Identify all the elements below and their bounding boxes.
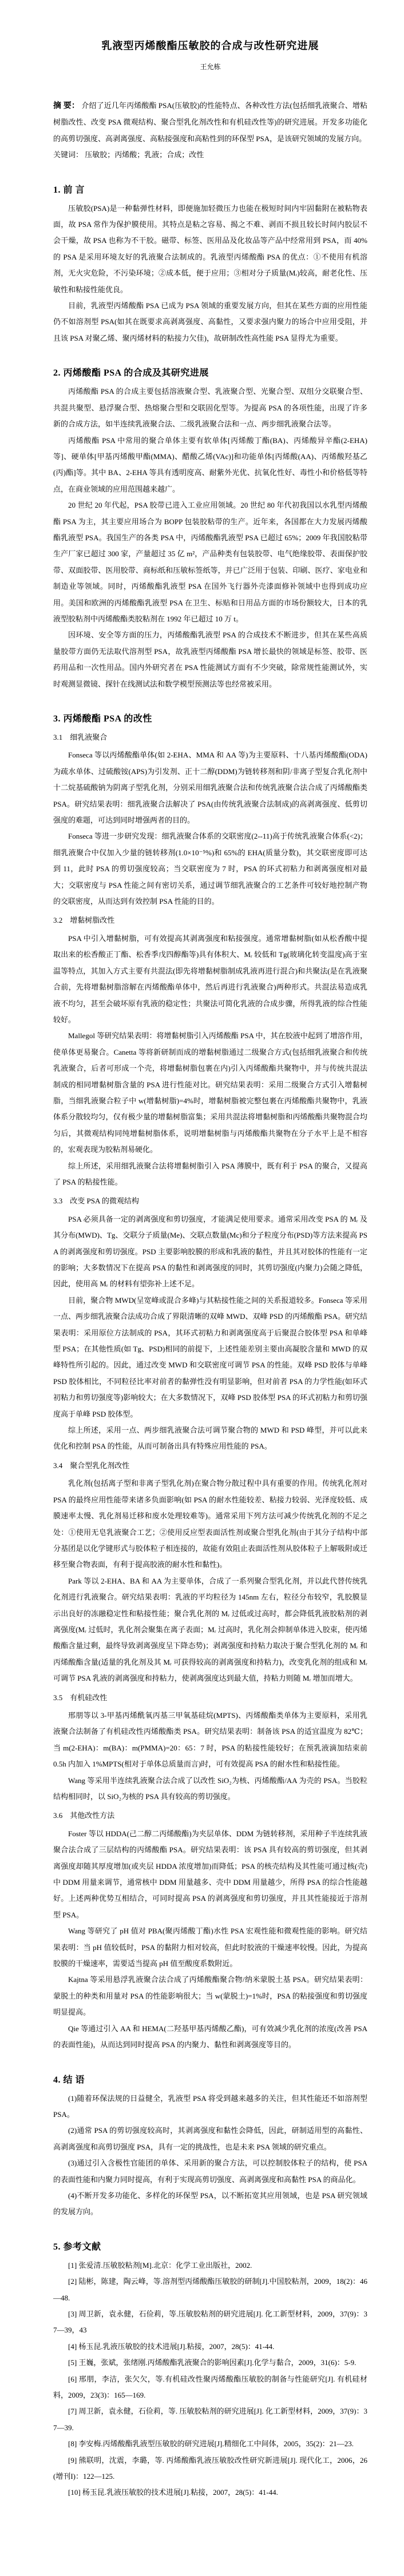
section-heading-conclusion: 4. 结 语 xyxy=(53,2075,85,2085)
subsection-heading-tackifier: 3.2 增黏树脂改性 xyxy=(53,916,115,925)
paragraph: PSA 中引入增黏树脂，可有效提高其剥离强度和粘接强度。通常增黏树脂(如从松香酸中提取出来的松香酸正丁酯、松香季戊四醇酯等)具有体积大、Mᵣ 较低和 Tg(玻璃化转变温度)高于室温等特点，其加入方式主要有共混法(即先将增黏树脂制成乳液再进行混合)和共聚法(是在乳液聚合前，先将增黏树脂溶解在丙烯酸酯单体中，然后再进行乳液聚合)两种形式。共混法易造成乳液不均匀，甚至会破坏原有乳液的稳定性；共聚法可简化乳液的合成步骤，所得乳液的综合性能较好。 xyxy=(53,934,367,1024)
paragraph: 目前，聚合物 MWD(呈宽峰或混合多峰)与其粘接性能之间的关系报道较多。Fonseca 等采用一点、两步细乳液聚合法成功合成了界限清晰的双峰 MWD、双峰 PSD 的丙烯酸酯 PSA。研究结果表明：采用原位方法制成的 PSA，其环式初粘力和剥离强度高于后聚混合胶体型 PSA 和单峰型 PSA；在其他性质(如 Tg、PSD)相同的前提下，上述性能差别主要由高凝胶含量和 MWD 的双峰特性所引起的。因此，通过改变 MWD 和交联密度可调节 PSA 的性能。双峰 PSD 胶体与单峰 PSD 胶体相比，不同粒径比率对前者的黏弹性没有明显影响，但对前者 PSA 的力学性能(如环式初粘力和剪切强度等)影响较大；在大多数情况下，双峰 PSD 胶体型 PSA 的环式初粘力和剪切强度高于单峰 PSD 胶体型。 xyxy=(53,1295,367,1418)
paragraph: 综上所述，采用一点、两步细乳液聚合法可调节聚合物的 MWD 和 PSD 峰型，并可以此来优化和控制 PSA 的性能，从而可制备出具有特殊应用性能的 PSA。 xyxy=(53,1426,367,1451)
keywords xyxy=(53,147,367,163)
paragraph: 综上所述，采用细乳液聚合法将增黏树脂引入 PSA 薄膜中，既有利于 PSA 的聚合，又提高了 PSA 的粘接性能。 xyxy=(53,1161,367,1186)
reference-item: [8] 李安梅.丙烯酸酯乳液型压敏胶的研究进展[J].精细化工中间体，2005，35(2)：21—23. xyxy=(68,2439,354,2449)
paragraph: 压敏胶(PSA)是一种黏弹性材料，即便施加轻微压力也能在极短时间内牢固黏附在被粘物表面，故 PSA 常作为保护膜使用。其特点是粘之容易、揭之不难、剥而不损且较长时间内胶层不会干燥，故 PSA 也称为不干胶。磁带、标签、医用品及化妆品等产品中经常用到 PSA，而 40%的 PSA 是采用环境友好的乳液聚合法制成的。乳液型丙烯酸酯 PSA 的优点：①不使用有机溶剂，无火灾危险，不污染环境；②成本低，便于应用；③相对分子质量(Mᵣ)较高，耐老化性、压敏性和粘接性能优良。 xyxy=(53,204,367,294)
paragraph: (1)随着环保法规的日益健全，乳液型 PSA 将受到越来越多的关注，但其性能还不如溶剂型 PSA。 xyxy=(53,2094,367,2119)
paragraph: 丙烯酸酯 PSA 中常用的聚合单体主要有软单体[丙烯酸丁酯(BA)、丙烯酸异辛酯(2-EHA)等]、硬单体[甲基丙烯酸甲酯(MMA)、醋酸乙烯(VAc)]和功能单体[丙烯酸(AA)、丙烯酸羟基乙(丙)酯]等。其中 BA、2-EHA 等具有透明度高、耐紫外光优、抗氧化性好、毒性小和价格低等特点，在商业领域的应用范围越来越广。 xyxy=(53,436,367,493)
section-heading-references: 5. 参考文献 xyxy=(53,2242,101,2252)
keywords-label: 关键词： xyxy=(53,150,84,159)
subsection-heading-microstructure: 3.3 改变 PSA 的微观结构 xyxy=(53,1197,139,1206)
reference-item: [9] 熊联明，沈震，李璐，等. 丙烯酸酯乳液压敏胶改性研究新进展[J]. 现代化工，2006，26(增刊I)：122—125. xyxy=(53,2455,367,2481)
subsection-heading-miniemulsion: 3.1 细乳液聚合 xyxy=(53,733,108,741)
paragraph: Mallegol 等研究结果表明：将增黏树脂引入丙烯酸酯 PSA 中，其在胶液中起到了增溶作用，使单体更易聚合。Canetta 等将新研制而成的增黏树脂通过二级聚合方式(包括细乳液聚合和传统乳液聚合，后者可形成一个壳，将增黏树脂包裹在内)引入丙烯酸酯共聚物中，并与传统共混法制成的相同增黏树脂含量的 PSA 进行性能对比。研究结果表明：采用二级聚合方式引入增黏树脂，当细乳液聚合粒子中 w(增黏树脂)=4%时，增黏树脂被完整包裹在丙烯酸酯共聚物中，乳液体系分散较均匀，仅有极少量的增黏树脂富集；采用共混法将增黏树脂和丙烯酸酯共聚物混合均匀后，其微观结构同纯增黏树脂体系，说明增黏树脂与丙烯酸酯共聚物在分子水平上是不相容的，宏观表现为胶粘剂易硬化。 xyxy=(53,1031,367,1154)
reference-item: [2] 陆彬，陈建，陶云峰，等.溶剂型丙烯酸酯压敏胶的研制[J].中国胶粘剂，2009，18(2)：46—48. xyxy=(53,2277,367,2302)
reference-item: [5] 王巍，张斌，张绪刚.丙烯酸酯乳液聚合的影响因素[J].化学与黏合，2009，31(6)：5-9. xyxy=(68,2358,357,2367)
subsection-heading-polymeric-emulsifier: 3.4 聚合型乳化剂改性 xyxy=(53,1461,130,1470)
reference-item: [3] 周卫新，袁永健，石俭莉，等.压敏胶粘剂的研究进展[J]. 化工新型材料，2009，37(9)：37—39，43 xyxy=(53,2309,367,2335)
subsection-heading-silicone: 3.5 有机硅改性 xyxy=(53,1693,108,1702)
section-heading-modification: 3. 丙烯酸酯 PSA 的改性 xyxy=(53,714,152,724)
section-heading-introduction: 1. 前 言 xyxy=(53,185,85,195)
paragraph: PSA 必须具备一定的剥离强度和剪切强度，才能满足使用要求。通常采用改变 PSA 的 Mᵣ 及其分布(MWD)、Tg、交联分子质量(Me)、交联点数量(Mc)和分子粒度分布(PSD)等方法来提高 PSA 的剥离强度和剪切强度。PSD 主要影响胶膜的形成和乳液的黏性，并且其对胶体的性能有一定的影响；大多数情况下在提高 PSA 的黏性和剥离强度的同时，其剪切强度(内聚力)会随之降低，因此，使用高 Mᵣ 的材料有望弥补上述不足。 xyxy=(53,1214,367,1289)
paragraph: Foster 等以 HDDA(己二醇二丙烯酸酯)为夹层单体、DDM 为链转移剂，采用种子半连续乳液聚合法合成了三层结构的丙烯酸酯 PSA。研究结果表明：该 PSA 具有较高的剪切强度，但其剥离强度却随其厚度增加(或夹层 HDDA 浓度增加)而降低；PSA 的核壳结构及其性能可通过核(壳)中 DDM 用量来调节，通常核中 DDM 用量越多、壳中 DDM 用量越少，所得 PSA 的综合性能越好。上述两种优势互相结合，可同时提高 PSA 的剥离强度和剪切强度，并且其性能接近于溶剂型 PSA。 xyxy=(53,1829,367,1919)
paragraph: 丙烯酸酯 PSA 的合成主要包括溶液聚合型、乳液聚合型、光聚合型、双组分交联聚合型、共混共聚型、悬浮聚合型、热熔聚合型和交联固化型等。为提高 PSA 的各项性能，出现了许多新的合成方法，如半连续乳液聚合法、二级乳液聚合法和一点、两步细乳液聚合法等。 xyxy=(53,387,367,429)
paper-title: 乳液型丙烯酸酯压敏胶的合成与改性研究进展 xyxy=(101,40,319,51)
abstract-label: 摘 要： xyxy=(53,102,80,110)
paragraph: Wang 等研究了 pH 值对 PBA(聚丙烯酸丁酯)水性 PSA 宏观性能和微观性能的影响。研究结果表明：当 pH 值较低时，PSA 的黏附力相对较高，但此时胶液的干燥速率较慢。因此，为提高胶膜的干燥速率，需要适当提高 pH 值至酸度系数附近。 xyxy=(53,1927,367,1968)
paragraph: 邢朋等以 3-甲基丙烯酰氧丙基三甲氧基硅烷(MPTS)、丙烯酸酯类单体为主要原料，采用乳液聚合法制备了有机硅改性丙烯酸酯类 PSA。研究结果表明：制备该 PSA 的适宜温度为 82℃；当 m(2-EHA)：m(BA)：m(PMMA)=20：65：7 时，PSA 的粘接性能较好；在预乳液滴加结束前 0.5h 内加入 1%MPTS(相对于单体总质量而言)时，可有效提高 PSA 的耐水性和粘接性能。 xyxy=(53,1710,367,1769)
paper-author: 王允栋 xyxy=(200,63,221,71)
paragraph: Park 等以 2-EHA、BA 和 AA 为主要单体，合成了一系列聚合型乳化剂，并以此代替传统乳化剂进行乳液聚合。研究结果表明：乳液的平均粒径为 145nm 左右，粒径分布较窄，乳胶膜显示出良好的冻融稳定性和粘接性能；聚合乳化剂的 Mᵣ 过低或过高时，都会降低乳液胶粘剂的剥离强度(Mᵣ 过低时，乳化剂会聚集在离子表面；Mᵣ 过高时，乳化剂会抑制单体进入胶束，使丙烯酸酯含量过剩，最终导致剥离强度呈下降态势)；剥离强度和持粘力取决于聚合型乳化剂的 Mᵣ 和丙烯酸酯含量(适量的乳化剂及其 Mᵣ 可获得较高的剥离强度和持粘力)，改变乳化剂的组成和 Mᵣ 可调节 PSA 乳液的剥离强度和持粘力，使剥离强度达到最大值，持粘力则随 Mᵣ 增加而增大。 xyxy=(53,1576,367,1683)
paragraph: 目前，乳液型丙烯酸酯 PSA 已成为 PSA 领域的重要发展方向，但其在某些方面的应用性能仍不如溶剂型 PSA(如其在既要求高剥离强度、高黏性，又要求强内聚力的场合中应用受阻，并且该 PSA 对聚乙烯、聚丙烯材料的粘接力欠佳)，故研制改性高性能 PSA 显得尤为重要。 xyxy=(53,301,367,342)
paragraph: Kajtna 等采用悬浮乳液聚合法合成了丙烯酸酯聚合物/纳米蒙脱土基 PSA。研究结果表明：蒙脱土的种类和用量对 PSA 的性能影响很大；当 w(蒙脱土)=1%时，PSA 的粘接强度和剪切强度明显提高。 xyxy=(53,1975,367,2017)
paragraph: 20 世纪 20 年代起，PSA 胶带已进入工业应用领域。20 世纪 80 年代初我国以水乳型丙烯酸酯 PSA 为主，其主要应用场合为 BOPP 包装胶粘带的生产。近年来，各国都在大力发展丙烯酸酯乳液型 PSA。我国生产的各类 PSA 中，丙烯酸酯乳液型 PSA 已超过 65%；2009 年我国胶粘带生产厂家已超过 300 家，产量超过 35 亿 m²，产品种类有包装胶带、电气绝缘胶带、表面保护胶带、双面胶带、医用胶带、商标纸和压敏标签纸等，并已广泛用于包装、印刷、医疗、家电业和制造业等领域。同时，丙烯酸酯乳液型 PSA 在国外飞行器外壳漆面修补领域中也得到成功应用。美国和欧洲的丙烯酸酯乳液型 PSA 在卫生、标贴和日用品方面的市场份额较大，日本的乳液型胶粘剂中丙烯酸酯类胶粘剂在 1992 年已超过 10 万 t。 xyxy=(53,501,367,623)
paragraph: Qie 等通过引入 AA 和 HEMA(二羟基甲基丙烯酸乙酯)，可有效减少乳化剂的浓度(改善 PSA 的表面性能)，从而达到同时提高 PSA 的内聚力、黏性和剥离强度等目的。 xyxy=(53,2024,367,2049)
reference-item: [4] 杨玉昆.乳液压敏胶的技术进展[J].粘接，2007，28(5)：41-44. xyxy=(68,2342,275,2351)
paragraph: Fonseca 等以丙烯酸酯单体(如 2-EHA、MMA 和 AA 等)为主要原料、十八基丙烯酸酯(ODA)为疏水单体、过硫酸铵(APS)为引发剂、正十二醇(DDM)为链转移剂和阴/非离子型复合乳化剂中十二烷基硫酸钠为阴离子型乳化剂，分别采用细乳液聚合法和传统乳液聚合法合成了丙烯酸酯类 PSA。研究结果表明：细乳液聚合法解决了 PSA(由传统乳液聚合法制成)的高剥离强度、低剪切强度的难题，可达到同时增强两者的目的。 xyxy=(53,751,367,825)
reference-item: [10] 杨玉昆.乳液压敏胶的技术进展[J].粘接，2007，28(5)：41-44. xyxy=(68,2488,278,2497)
paragraph: (3)通过引入含极性官能团的单体、采用新的聚合方法，可以控制胶体粒子的结构，使 PSA 的表面性能和内聚力同时提高，有利于实现高剪切强度、高剥离强度和高黏性 PSA 的商品化。 xyxy=(53,2159,367,2184)
subsection-heading-other-methods: 3.6 其他改性方法 xyxy=(53,1811,115,1820)
paragraph: Fonseca 等进一步研究发现：细乳液聚合体系的交联密度(2--11)高于传统乳液聚合体系(<2)；细乳液聚合中仅加入少量的链转移剂(1.0×10⁻⁵%)和 65%的 EHA(质量分数)，其交联密度即可达到 11，此时 PSA 的剪切强度较高；当交联密度为 7 时，PSA 的环式初粘力和剥离强度相对最大；交联密度与 PSA 性能之间有密切关系，通过调节细乳液聚合的工艺条件可较好地控制产物的交联密度，从而达到有效控制 PSA 性能的目的。 xyxy=(53,832,367,906)
reference-item: [7] 周卫新，袁永健，石俭莉，等. 压敏胶粘剂的研究进展[J]. 化工新型材料，2009，37(9)：37—39. xyxy=(53,2407,367,2432)
keywords-text: 压敏胶；丙烯酸；乳液；合成；改性 xyxy=(85,150,204,159)
paragraph: (4)不断开发多功能化、多样化的环保型 PSA，以不断拓宽其应用领域，也是 PSA 研究领域的发展方向。 xyxy=(53,2191,367,2216)
reference-item: [1] 张爱清.压敏胶粘剂[M].北京：化学工业出版社，2002. xyxy=(68,2260,252,2270)
paragraph: (2)通常 PSA 的剪切强度较高时，其剥离强度和黏性会降低，因此，研制适用型的高黏性、高剥离强度和高剪切强度 PSA，具有一定的挑战性，也是未来 PSA 领域的研究重点。 xyxy=(53,2126,367,2151)
paragraph: 乳化剂(包括离子型和非离子型乳化剂)在聚合物分散过程中具有重要的作用。传统乳化剂对 PSA 的最终应用性能带来诸多负面影响(如 PSA 的耐水性能较差、粘接力较弱、光泽度较低、成膜速率太慢、乳化剂易迁移和废水处理较难等)。通常采用下列方法可减少传统乳化剂的不足之处：①使用无皂乳液聚合工艺；②使用反应型表面活性剂或聚合型乳化剂(由于其分子结构中部分基团是以化学键形式与胶体粒子相连接的，故能有效阻止表面活性剂从胶体粒子上解吸附或迁移至聚合物表面，有利于提高胶液的耐水性和黏性)。 xyxy=(53,1479,367,1569)
section-heading-synthesis: 2. 丙烯酸酯 PSA 的合成及其研究进展 xyxy=(53,368,209,378)
reference-item: [6] 邢朋，李洁，张欠欠，等.有机硅改性聚丙烯酸酯压敏胶的制备与性能研究[J]. 有机硅材料，2009，23(3)：165—169. xyxy=(53,2374,367,2399)
abstract-text: 介绍了近几年丙烯酸酯 PSA(压敏胶)的性能特点、各种改性方法(包括细乳液聚合、增粘树脂改性、改变 PSA 微观结构、聚合型乳化剂改性和有机硅改性等)的研究进展。开发多功能化的高剪切强度、高剥离强度、高粘接强度和高粘性到的环保型 PSA，是该研究领域的发展方向。 xyxy=(53,101,368,143)
paragraph: Wang 等采用半连续乳液聚合法合成了以改性 SiO₂为核、丙烯酸酯/AA 为壳的 PSA。当胶粒结构相同时，以 SiO₂为核的 PSA 具有较高的剪切强度。 xyxy=(53,1776,367,1801)
paragraph: 因环境、安全等方面的压力，丙烯酸酯乳液型 PSA 的合成技术不断进步，但其在某些高质量胶带方面仍无法取代溶剂型 PSA，故乳液型丙烯酸酯 PSA 增长最快的领域是标签、胶带、医药用品和一次性用品。国内外研究者在 PSA 性能测试方面有不少突破，除常规性能测试外，实时观测显微镜、探针在线测试法和数学模型预测法等也经常被采用。 xyxy=(53,631,367,688)
abstract xyxy=(53,98,367,147)
